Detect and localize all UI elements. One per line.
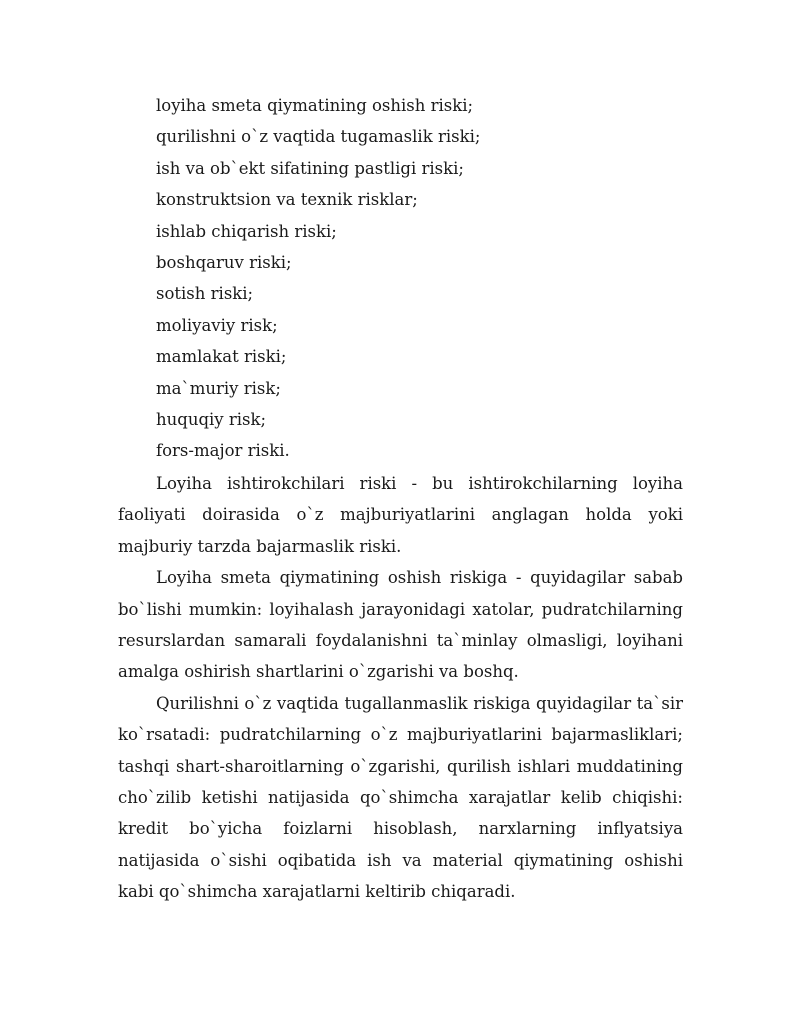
list-item: huquqiy risk; — [156, 409, 267, 429]
list-item: boshqaruv riski; — [156, 252, 292, 272]
list-item: moliyaviy risk; — [156, 315, 278, 335]
list-item: ma`muriy risk; — [156, 378, 281, 398]
risk-list — [156, 90, 480, 467]
list-item: konstruktsion va texnik risklar; — [156, 190, 418, 210]
list-item: mamlakat riski; — [156, 347, 287, 367]
list-item: ishlab chiqarish riski; — [156, 221, 337, 241]
list-item: qurilishni o`z vaqtida tugamaslik riski; — [156, 127, 481, 147]
list-item: ish va ob`ekt sifatining pastligi riski; — [156, 158, 464, 178]
body-text — [118, 468, 683, 908]
paragraph-cost-risk: Loyiha smeta qiymatining oshish riskiga - quyidagilar sabab bo`lishi mumkin: loyihalash jarayonidagi xatolar, pudratchilarning resurslardan samarali foydalanishni ta`minlay olmasligi, loyihani amalga oshirish shartlarini o`zgarishi va boshq. — [118, 568, 683, 682]
paragraph-participants-risk: Loyiha ishtirokchilari riski - bu ishtirokchilarning loyiha faoliyati doirasida o`z majburiyatlarini anglagan holda yoki majburiy tarzda bajarmaslik riski. — [118, 474, 683, 556]
list-item: loyiha smeta qiymatining oshish riski; — [156, 96, 474, 115]
paragraph-delay-risk: Qurilishni o`z vaqtida tugallanmaslik riskiga quyidagilar ta`sir ko`rsatadi: pudratchilarning o`z majburiyatlarini bajarmasliklari; tashqi shart-sharoitlarning o`zgarishi, qurilish ishlari muddatining cho`zilib ketishi natijasida qo`shimcha xarajatlar kelib chiqishi: kredit bo`yicha foizlarni hisoblash, narxlarning inflyatsiya natijasida o`sishi oqibatida ish va material qiymatining oshishi kabi qo`shimcha xarajatlarni keltirib chiqaradi. — [118, 693, 683, 902]
list-item: sotish riski; — [156, 284, 254, 304]
list-item: fors-major riski. — [156, 441, 290, 461]
